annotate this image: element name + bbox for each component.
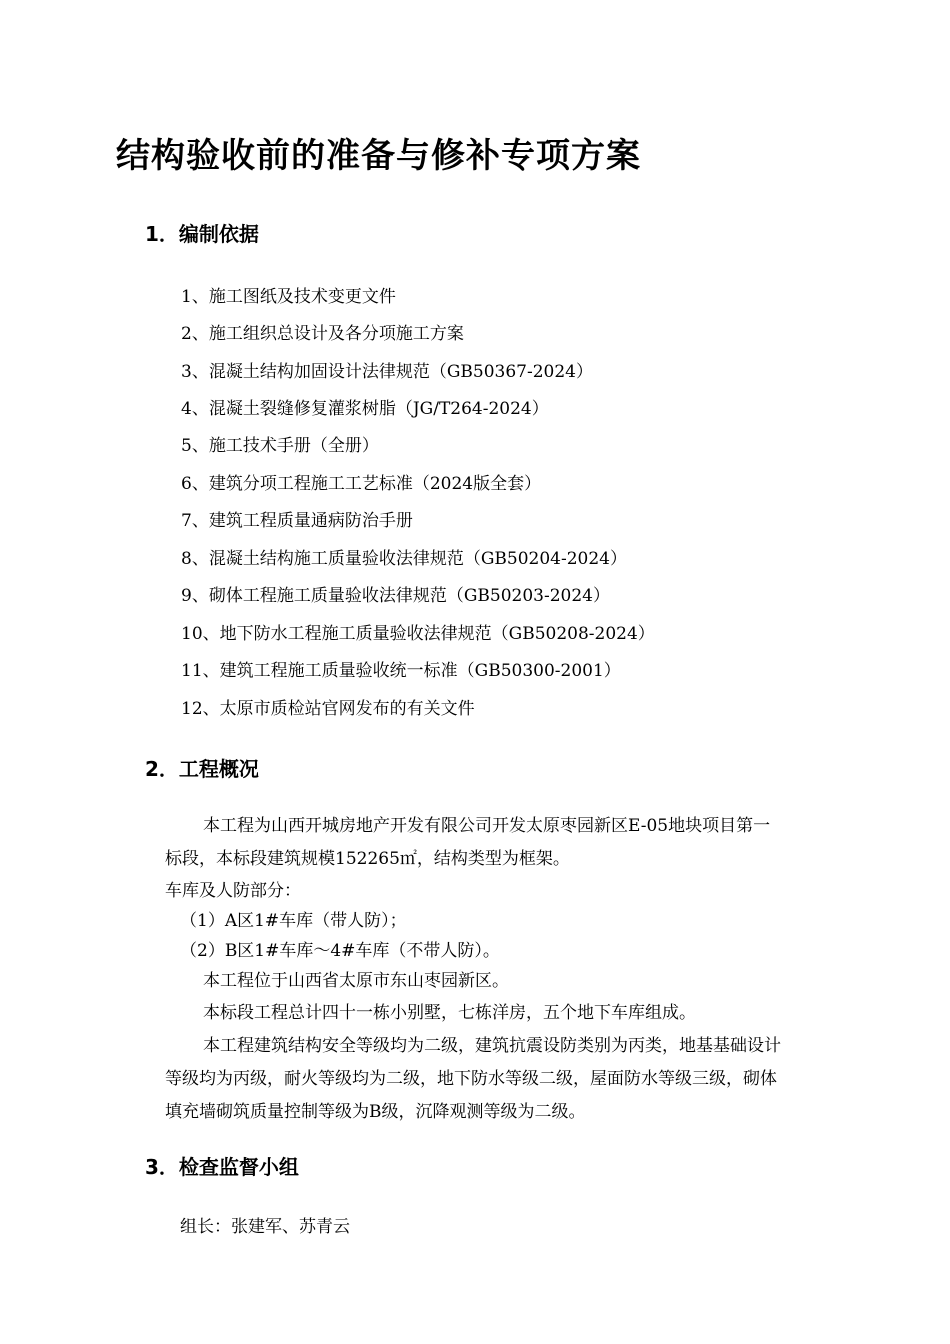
reference-item: 7、建筑工程质量通病防治手册 [181,511,413,531]
reference-item: 12、太原市质检站官网发布的有关文件 [181,699,475,719]
composition-text: 本标段工程总计四十一栋小别墅，七栋洋房，五个地下车库组成。 [203,1003,696,1023]
reference-item: 6、建筑分项工程施工工艺标准（2024版全套） [181,474,542,494]
garage-item-a: （1）A区1#车库（带人防）； [180,911,407,931]
location-text: 本工程位于山西省太原市东山枣园新区。 [203,971,509,991]
document-title: 结构验收前的准备与修补专项方案 [116,136,641,176]
team-leader-text: 组长：张建军、苏青云 [180,1217,350,1237]
section-heading-inspection-team: 3．检查监督小组 [145,1155,299,1179]
garage-item-b: （2）B区1#车库～4#车库（不带人防）。 [180,941,500,961]
reference-item: 3、混凝土结构加固设计法律规范（GB50367-2024） [181,362,593,382]
overview-intro-line: 标段，本标段建筑规模152265㎡，结构类型为框架。 [165,849,570,869]
reference-item: 2、施工组织总设计及各分项施工方案 [181,324,464,344]
reference-item: 1、施工图纸及技术变更文件 [181,287,396,307]
reference-item: 9、砌体工程施工质量验收法律规范（GB50203-2024） [181,586,610,606]
garage-label: 车库及人防部分： [165,881,301,901]
section-heading-basis: 1．编制依据 [145,222,259,246]
section-heading-overview: 2．工程概况 [145,757,259,781]
reference-item: 10、地下防水工程施工质量验收法律规范（GB50208-2024） [181,624,655,644]
grade-text-line: 等级均为丙级，耐火等级均为二级，地下防水等级二级，屋面防水等级三级，砌体 [165,1069,777,1089]
reference-item: 4、混凝土裂缝修复灌浆树脂（JG/T264-2024） [181,399,549,419]
overview-intro-line: 本工程为山西开城房地产开发有限公司开发太原枣园新区E-05地块项目第一 [203,816,771,836]
reference-item: 11、建筑工程施工质量验收统一标准（GB50300-2001） [181,661,621,681]
grade-text-line: 填充墙砌筑质量控制等级为B级，沉降观测等级为二级。 [165,1102,586,1122]
reference-item: 5、施工技术手册（全册） [181,436,379,456]
grade-text-line: 本工程建筑结构安全等级均为二级，建筑抗震设防类别为丙类，地基基础设计 [203,1036,781,1056]
reference-item: 8、混凝土结构施工质量验收法律规范（GB50204-2024） [181,549,627,569]
